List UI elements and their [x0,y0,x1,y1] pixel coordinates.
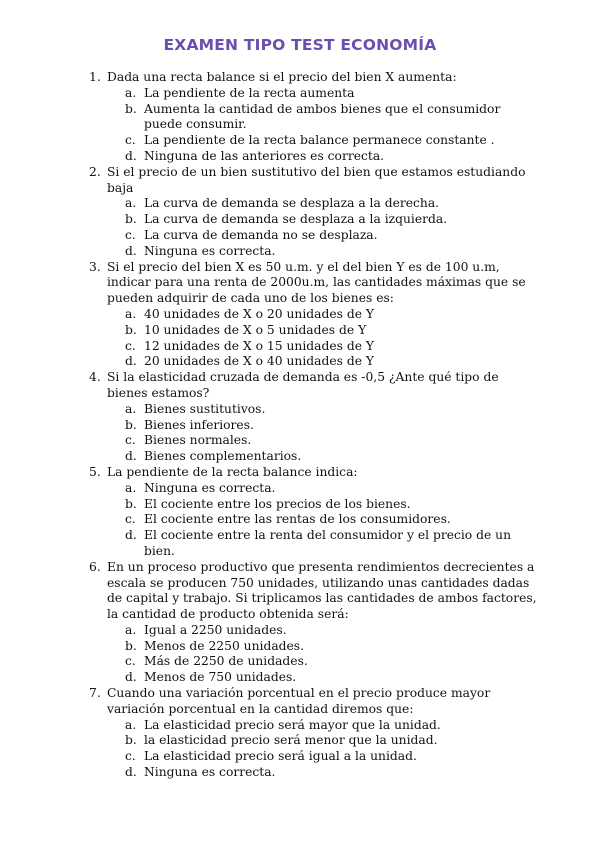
option-item [107,102,540,134]
option-text: Ninguna es correcta. [144,765,276,780]
option-letter: b. [125,638,137,653]
option-text: 20 unidades de X o 40 unidades de Y [144,354,375,369]
option-letter: d. [125,765,137,780]
option-text: Menos de 750 unidades. [144,670,297,685]
option-item [107,418,540,434]
option-letter: a. [125,622,137,637]
question-item [0,70,600,165]
option-item [107,228,540,244]
question-item [0,560,600,686]
question-text: La pendiente de la recta balance indica: [107,464,358,479]
question-text: Si el precio del bien X es 50 u.m. y el del bien Y es de 100 u.m, indicar para una renta de 2000u.m, las cantidades máximas que se pueden adquirir de cada uno de los bienes es: [107,259,526,306]
question-item [0,686,600,781]
question-text: Cuando una variación porcentual en el precio produce mayor variación porcentual en la cantidad diremos que: [107,686,491,716]
option-text: 10 unidades de X o 5 unidades de Y [144,322,367,337]
option-text: Igual a 2250 unidades. [144,622,287,637]
option-letter: a. [125,85,137,100]
option-letter: d. [125,354,137,369]
option-text: La curva de demanda se desplaza a la izquierda. [144,212,448,227]
option-text: Bienes inferiores. [144,417,254,432]
option-letter: c. [125,512,136,527]
question-number: 5. [89,464,101,479]
option-text: El cociente entre las rentas de los consumidores. [144,512,451,527]
option-text: Bienes complementarios. [144,449,302,464]
option-item [107,654,540,670]
option-text: la elasticidad precio será menor que la unidad. [144,733,438,748]
option-text: Bienes normales. [144,433,252,448]
option-list [107,718,540,781]
option-letter: c. [125,338,136,353]
question-item [0,370,600,465]
option-item [107,212,540,228]
option-item [107,639,540,655]
question-number: 2. [89,164,101,179]
option-item [107,86,540,102]
option-item [107,402,540,418]
option-list [107,307,540,370]
option-letter: a. [125,717,137,732]
option-list [107,481,540,560]
option-item [107,497,540,513]
option-letter: c. [125,433,136,448]
option-letter: d. [125,528,137,543]
option-text: Ninguna de las anteriores es correcta. [144,148,385,163]
option-text: Más de 2250 de unidades. [144,654,308,669]
question-item [0,165,600,260]
option-text: La pendiente de la recta balance permanece constante . [144,133,495,148]
option-item [107,354,540,370]
option-list [107,86,540,165]
option-item [107,481,540,497]
option-letter: b. [125,496,137,511]
option-letter: b. [125,101,137,116]
option-text: El cociente entre los precios de los bienes. [144,496,411,511]
option-letter: b. [125,733,137,748]
option-item [107,670,540,686]
option-letter: b. [125,212,137,227]
option-text: La elasticidad precio será igual a la unidad. [144,749,417,764]
option-item [107,765,540,781]
question-number: 4. [89,370,101,385]
question-number: 1. [89,70,101,84]
option-text: Menos de 2250 unidades. [144,638,305,653]
option-letter: a. [125,306,137,321]
option-item [107,149,540,165]
option-letter: d. [125,243,137,258]
option-letter: d. [125,449,137,464]
option-letter: c. [125,133,136,148]
option-item [107,718,540,734]
question-item [0,465,600,560]
option-letter: a. [125,480,137,495]
option-item [107,749,540,765]
option-item [107,133,540,149]
option-item [107,623,540,639]
option-list [107,196,540,259]
question-list [0,70,600,781]
question-text: Si el precio de un bien sustitutivo del bien que estamos estudiando baja [107,164,526,195]
question-text: Si la elasticidad cruzada de demanda es -0,5 ¿Ante qué tipo de bienes estamos? [107,370,499,400]
question-number: 3. [89,259,101,274]
option-text: La pendiente de la recta aumenta [144,85,355,100]
option-text: La curva de demanda no se desplaza. [144,227,378,242]
option-text: Ninguna es correcta. [144,480,276,495]
option-item [107,449,540,465]
option-letter: b. [125,322,137,337]
question-text: Dada una recta balance si el precio del bien X aumenta: [107,70,457,84]
page-title: EXAMEN TIPO TEST ECONOMÍA [163,36,437,54]
option-letter: c. [125,227,136,242]
option-text: 12 unidades de X o 15 unidades de Y [144,338,375,353]
question-number: 6. [89,559,101,574]
option-text: Bienes sustitutivos. [144,401,266,416]
question-item [0,260,600,371]
option-text: Aumenta la cantidad de ambos bienes que el consumidor puede consumir. [144,101,501,132]
option-item [107,339,540,355]
option-text: La curva de demanda se desplaza a la derecha. [144,196,440,211]
option-list [107,623,540,686]
option-text: El cociente entre la renta del consumidor y el precio de un bien. [144,528,512,558]
option-letter: c. [125,749,136,764]
option-letter: d. [125,148,137,163]
option-letter: c. [125,654,136,669]
option-letter: b. [125,417,137,432]
question-text: En un proceso productivo que presenta rendimientos decrecientes a escala se producen 750 unidades, utilizando unas cantidades dadas de capital y trabajo. Si triplicamos las cantidades de ambos factores, la cantidad de producto obtenida será: [107,559,537,622]
option-item [107,307,540,323]
option-text: 40 unidades de X o 20 unidades de Y [144,306,375,321]
option-text: Ninguna es correcta. [144,243,276,258]
option-item [107,512,540,528]
option-item [107,244,540,260]
option-letter: d. [125,670,137,685]
option-text: La elasticidad precio será mayor que la unidad. [144,717,441,732]
option-item [107,323,540,339]
option-letter: a. [125,401,137,416]
option-list [107,402,540,465]
option-item [107,733,540,749]
option-item [107,196,540,212]
option-letter: a. [125,196,137,211]
question-number: 7. [89,686,101,701]
option-item [107,433,540,449]
option-item [107,528,540,560]
